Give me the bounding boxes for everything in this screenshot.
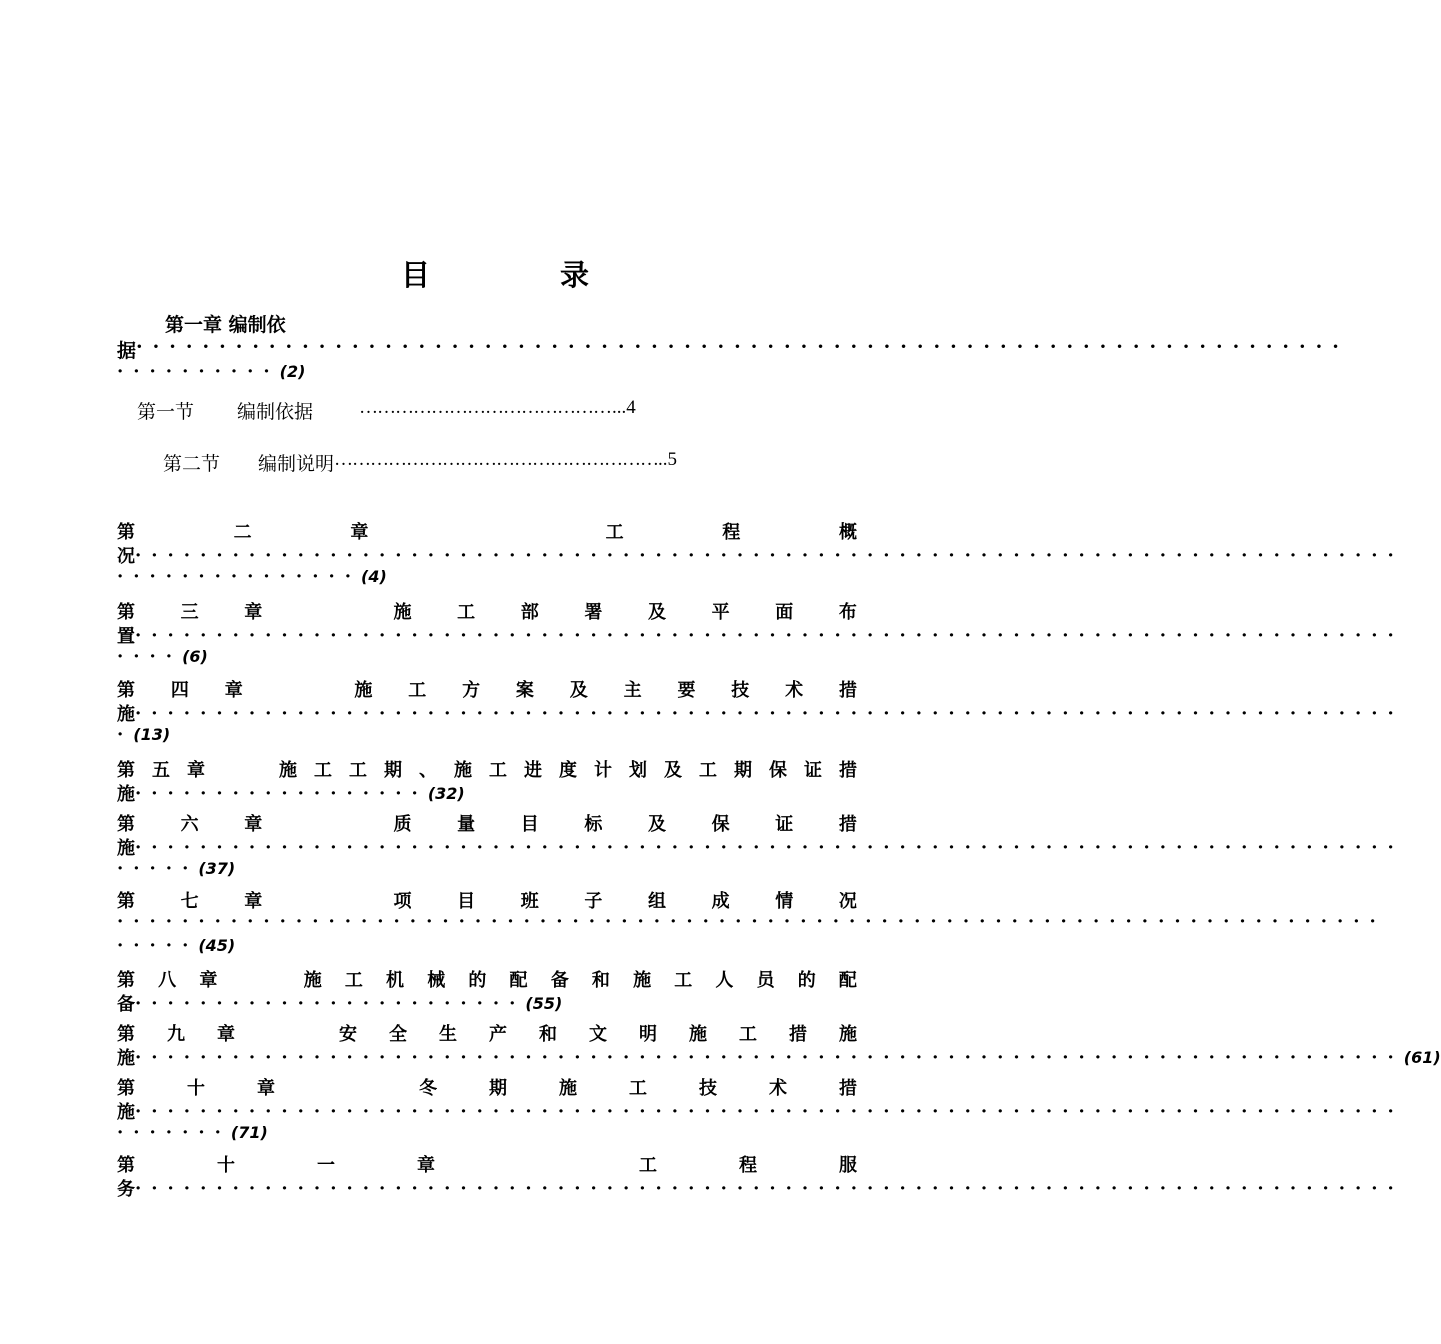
chapter-leader-line (117, 990, 857, 1016)
chapter-title-char: 及 (648, 602, 666, 623)
chapter-page: (6) (182, 647, 208, 666)
leader-dots: ·············································································· (135, 624, 1404, 646)
leader-dots: · (117, 724, 134, 745)
chapter-title-char: 第 (117, 680, 135, 701)
chapter-title-char: 划 (629, 760, 647, 781)
chapter-title-char: 布 (838, 602, 857, 623)
chapter-page-line (117, 935, 235, 956)
chapter-title-char: 工 (349, 760, 367, 781)
chapter-title-char: 措 (838, 814, 857, 835)
chapter-title-char: 成 (711, 891, 730, 912)
chapter-title-line (117, 598, 857, 624)
chapter-title-char: 措 (839, 760, 857, 781)
chapter-title-char: 和 (539, 1024, 557, 1045)
chapter-title-end: 施 (117, 1102, 135, 1123)
chapter-title-char: 第 (117, 891, 135, 912)
chapter-title-char: 工 (639, 1155, 657, 1176)
chapter-title-char: 期 (384, 760, 402, 781)
chapter-title-char: 工 (699, 760, 717, 781)
chapter-title-char: 八 (158, 970, 177, 991)
chapter-title-char (327, 1074, 367, 1100)
leader-dots: ·············································································· (135, 702, 1404, 724)
chapter-title-char: 工 (629, 1078, 647, 1099)
chapter-title-char: 措 (789, 1024, 807, 1045)
chapter-title-char: 进 (524, 760, 542, 781)
chapter-1-page: (2) (279, 362, 306, 381)
chapter-leader-line (117, 1098, 1404, 1124)
chapter-title-char (279, 676, 319, 702)
chapter-title-char: 程 (739, 1155, 757, 1176)
chapter-title-end: 施 (117, 704, 135, 725)
chapter-title-char: 人 (715, 970, 734, 991)
leader-dots: ·············································································· (135, 1177, 1404, 1199)
leader-dots: ·············································································· (135, 1046, 1404, 1068)
chapter-title-char: 工 (457, 602, 476, 623)
chapter-title-char: 班 (520, 891, 539, 912)
chapter-title-char (308, 887, 348, 913)
leader-dots: ···· (117, 646, 183, 667)
chapter-1-title-end: 据 (117, 340, 137, 362)
section-name: 编制说明 (258, 454, 335, 475)
chapter-title-char: 第 (117, 970, 135, 991)
chapter-title-char: 及 (648, 814, 666, 835)
section-1 (137, 397, 636, 424)
chapter-title-char: 的 (797, 970, 816, 991)
chapter-title-char: 期 (489, 1078, 507, 1099)
chapter-title-char (222, 756, 262, 782)
chapter-title-char: 术 (785, 680, 804, 701)
chapter-title-char: 技 (731, 680, 750, 701)
chapter-title-char: 技 (699, 1078, 717, 1099)
section-2 (163, 449, 677, 476)
section-page: ..5 (658, 449, 678, 470)
chapter-title-end: 况 (117, 546, 135, 567)
chapter-title-char: 明 (639, 1024, 657, 1045)
leader-dots: ····· (117, 935, 199, 956)
chapter-title-char: 安 (339, 1024, 357, 1045)
chapter-title-char: 期 (734, 760, 752, 781)
leader-dots: ·············································································· (117, 911, 1386, 932)
chapter-page-line (117, 724, 170, 745)
section-dots: ……………………………………………… (334, 449, 659, 470)
chapter-title-char: 生 (439, 1024, 457, 1045)
chapter-title-char: 的 (468, 970, 487, 991)
leader-dots: ·················· (135, 782, 428, 804)
chapter-1-page-line (117, 360, 305, 382)
chapter-title-char: 章 (417, 1155, 435, 1176)
chapter-title-char: 度 (559, 760, 577, 781)
chapter-title-char: 工 (739, 1024, 757, 1045)
chapter-title-char: 备 (550, 970, 569, 991)
chapter-page: (4) (361, 567, 387, 586)
chapter-title-char: 目 (520, 814, 539, 835)
leader-dots: ··············· (117, 566, 361, 587)
chapter-title-char: 员 (756, 970, 775, 991)
chapter-title-char: 子 (584, 891, 603, 912)
chapter-title-char: 施 (454, 760, 472, 781)
chapter-title-char: 四 (170, 680, 189, 701)
chapter-page: (45) (198, 936, 236, 955)
chapter-title-char: 章 (350, 522, 369, 543)
chapter-title-char: 工 (408, 680, 427, 701)
chapter-title-char: 及 (664, 760, 682, 781)
chapter-title-char: 程 (722, 522, 741, 543)
chapter-title-char: 章 (199, 970, 218, 991)
chapter-title-char: 一 (317, 1155, 335, 1176)
chapter-title-char: 施 (393, 602, 412, 623)
chapter-title-char: 、 (419, 760, 437, 781)
chapter-title-char: 目 (457, 891, 476, 912)
leader-dots: ····· (117, 858, 199, 879)
chapter-title-char: 要 (677, 680, 696, 701)
chapter-page-line (117, 566, 387, 587)
chapter-title-char (467, 518, 507, 544)
leader-dots: ·············································································· (135, 836, 1404, 858)
chapter-title-char: 署 (584, 602, 603, 623)
chapter-title-char: 工 (605, 522, 624, 543)
chapter-title-char (308, 598, 348, 624)
chapter-title-char: 施 (633, 970, 652, 991)
chapter-title-char: 章 (244, 602, 263, 623)
chapter-title-char: 第 (117, 760, 135, 781)
chapter-title-char: 术 (769, 1078, 787, 1099)
chapter-title-end: 施 (117, 838, 135, 859)
chapter-title-char: 工 (314, 760, 332, 781)
chapter-page: (71) (230, 1123, 268, 1142)
chapter-title-end: 置 (117, 626, 135, 647)
chapter-title-line (117, 676, 857, 702)
chapter-title-line (117, 887, 857, 913)
section-no: 第一节 (137, 402, 195, 423)
chapter-title-char: 计 (594, 760, 612, 781)
chapter-page-line (117, 646, 208, 667)
chapter-title-line (117, 518, 857, 544)
chapter-title-char (308, 810, 348, 836)
chapter-1-title: 第一章 编制依 (165, 314, 286, 336)
chapter-title-char: 保 (769, 760, 787, 781)
chapter-title-line (117, 1074, 857, 1100)
chapter-title-char: 六 (180, 814, 199, 835)
chapter-title-char: 施 (354, 680, 373, 701)
toc-title: 目 录 (400, 258, 650, 292)
chapter-title-line (117, 810, 857, 836)
chapter-title-char: 第 (117, 1024, 135, 1045)
chapter-title-char: 配 (838, 970, 857, 991)
chapter-title-char: 五 (152, 760, 170, 781)
leader-dots: ························ (135, 992, 526, 1014)
chapter-title-end: 施 (117, 784, 135, 805)
leader-dots: ·········· (117, 361, 280, 382)
chapter-title-char: 及 (569, 680, 588, 701)
chapter-title-end: 备 (117, 994, 135, 1015)
chapter-title-char: 施 (689, 1024, 707, 1045)
section-page: …...4 (593, 397, 636, 418)
chapter-title-char: 章 (224, 680, 243, 701)
chapter-title-char: 施 (303, 970, 322, 991)
chapter-title-char: 和 (591, 970, 610, 991)
chapter-title-line (117, 966, 857, 992)
chapter-title-char: 第 (117, 602, 135, 623)
chapter-title-char: 十 (217, 1155, 235, 1176)
chapter-title-char: 七 (180, 891, 199, 912)
chapter-title-char: 机 (386, 970, 405, 991)
chapter-title-char: 第 (117, 522, 135, 543)
chapter-title-char: 况 (838, 891, 857, 912)
chapter-title-char: 概 (838, 522, 857, 543)
leader-dots: ·············································································· (135, 1100, 1404, 1122)
chapter-title-char: 械 (427, 970, 446, 991)
chapter-page: (13) (133, 725, 171, 744)
chapter-leader-line (117, 542, 1404, 568)
chapter-title-end: 务 (117, 1179, 135, 1200)
chapter-title-char: 工 (489, 760, 507, 781)
chapter-title-char: 章 (217, 1024, 235, 1045)
chapter-title-char: 章 (187, 760, 205, 781)
chapter-title-char: 平 (711, 602, 730, 623)
chapter-title-char: 九 (167, 1024, 185, 1045)
chapter-title-char: 项 (393, 891, 412, 912)
chapter-title-char (241, 966, 281, 992)
chapter-title-char: 全 (389, 1024, 407, 1045)
chapter-title-char: 施 (839, 1024, 857, 1045)
chapter-leader-line (117, 622, 1404, 648)
chapter-title-char: 情 (775, 891, 794, 912)
chapter-title-char: 措 (838, 680, 857, 701)
chapter-title-end: 施 (117, 1048, 135, 1069)
chapter-title-char: 第 (117, 1078, 135, 1099)
chapter-title-char: 标 (584, 814, 603, 835)
chapter-title-char: 施 (559, 1078, 577, 1099)
chapter-leader-line (117, 700, 1404, 726)
section-dots: ………………………………… (359, 397, 593, 418)
chapter-title-char: 三 (180, 602, 199, 623)
leader-dots: ·············································································· (135, 544, 1404, 566)
chapter-title-char: 量 (457, 814, 476, 835)
chapter-title-char: 配 (509, 970, 528, 991)
chapter-title-char: 证 (804, 760, 822, 781)
chapter-title-char: 冬 (419, 1078, 437, 1099)
chapter-title-char: 第 (117, 814, 135, 835)
chapter-title-char: 主 (623, 680, 642, 701)
chapter-leader-line (117, 1044, 1441, 1070)
chapter-title-char: 二 (233, 522, 252, 543)
chapter-title-char: 部 (520, 602, 539, 623)
chapter-title-line (117, 1151, 857, 1177)
chapter-title-char: 证 (775, 814, 794, 835)
chapter-leader-line (117, 911, 1386, 932)
chapter-title-char: 章 (257, 1078, 275, 1099)
chapter-title-char: 案 (515, 680, 534, 701)
chapter-title-char: 方 (462, 680, 481, 701)
chapter-title-char: 质 (393, 814, 412, 835)
section-name: 编制依据 (237, 402, 314, 423)
chapter-1-leader (117, 336, 1349, 363)
chapter-title-char: 十 (187, 1078, 205, 1099)
chapter-page: (37) (198, 859, 236, 878)
chapter-page: (61) (1403, 1047, 1441, 1067)
leader-dots: ········································································· (136, 336, 1349, 358)
chapter-title-char: 工 (674, 970, 693, 991)
chapter-title-char: 服 (839, 1155, 857, 1176)
chapter-title-line (117, 1020, 857, 1046)
chapter-title-char: 工 (344, 970, 363, 991)
chapter-title-char: 组 (648, 891, 666, 912)
chapter-title-char: 文 (589, 1024, 607, 1045)
chapter-page: (32) (427, 783, 465, 803)
chapter-title-char: 保 (711, 814, 730, 835)
chapter-title-char: 施 (279, 760, 297, 781)
section-no: 第二节 (163, 454, 221, 475)
chapter-title-char (517, 1151, 557, 1177)
chapter-leader-line (117, 780, 857, 806)
chapter-title-char: 产 (489, 1024, 507, 1045)
chapter-title-char: 章 (244, 814, 263, 835)
chapter-page-line (117, 1122, 268, 1143)
leader-dots: ······· (117, 1122, 231, 1143)
chapter-title-char: 第 (117, 1155, 135, 1176)
chapter-page-line (117, 858, 235, 879)
chapter-page: (55) (525, 993, 563, 1013)
chapter-title-char: 章 (244, 891, 263, 912)
chapter-title-char: 措 (839, 1078, 857, 1099)
chapter-leader-line (117, 834, 1404, 860)
chapter-leader-line (117, 1175, 1404, 1201)
chapter-title-char (267, 1020, 307, 1046)
chapter-title-line (117, 756, 857, 782)
chapter-title-char: 面 (775, 602, 794, 623)
